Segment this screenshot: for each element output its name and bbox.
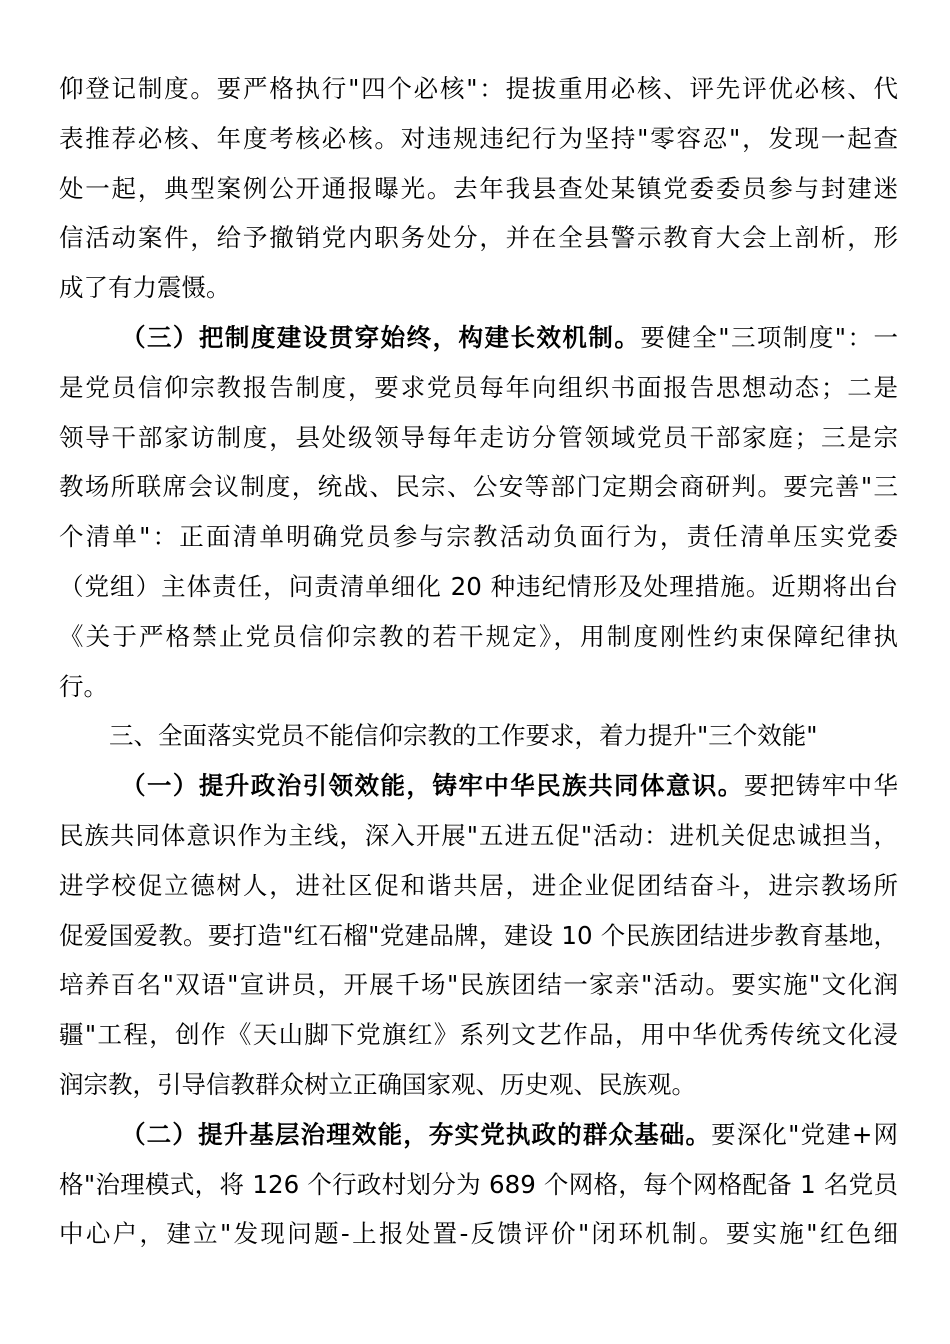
text-line: 教场所联席会议制度，统战、民宗、公安等部门定期会商研判。要完善"三 (59, 472, 898, 502)
paragraph-institution-building (59, 313, 898, 711)
text-line: 成了有力震慑。 (59, 273, 231, 303)
text-line: 格"治理模式，将 126 个行政村划分为 689 个网格，每个网格配备 1 名党员 (59, 1169, 898, 1199)
text-line: 中心户，建立"发现问题-上报处置-反馈评价"闭环机制。要实施"红色细 (59, 1219, 898, 1249)
text-line: （党组）主体责任，问责清单细化 20 种违纪情形及处理措施。近期将出台 (59, 571, 898, 601)
paragraph-political-guidance (59, 761, 898, 1110)
text-line (59, 313, 898, 363)
text-line: 个清单"：正面清单明确党员参与宗教活动负面行为，责任清单压实党委 (59, 522, 898, 552)
text-line (59, 761, 898, 811)
paragraph-first-line-text: 要深化"党建+网 (711, 1119, 898, 1149)
text-line: 培养百名"双语"宣讲员，开展千场"民族团结一家亲"活动。要实施"文化润 (59, 970, 898, 1000)
section-title-block (59, 711, 898, 761)
text-line: 信活动案件，给予撤销党内职务处分，并在全县警示教育大会上剖析，形 (59, 223, 898, 253)
paragraph-continuation (59, 64, 898, 313)
text-line: 处一起，典型案例公开通报曝光。去年我县查处某镇党委委员参与封建迷 (59, 173, 898, 203)
text-line: 民族共同体意识作为主线，深入开展"五进五促"活动：进机关促忠诚担当， (59, 820, 898, 850)
paragraph-first-line-text: 要把铸牢中华 (743, 771, 898, 801)
paragraph-heading: （三）把制度建设贯穿始终，构建长效机制。 (121, 322, 641, 352)
text-line: 促爱国爱教。要打造"红石榴"党建品牌，建设 10 个民族团结进步教育基地， (59, 920, 898, 950)
text-line: 领导干部家访制度，县处级领导每年走访分管领域党员干部家庭；三是宗 (59, 422, 898, 452)
text-line (59, 1110, 898, 1160)
paragraph-first-line-text: 要健全"三项制度"：一 (640, 322, 898, 352)
paragraph-grassroots-governance (59, 1110, 898, 1259)
text-line: 是党员信仰宗教报告制度，要求党员每年向组织书面报告思想动态；二是 (59, 372, 898, 402)
text-line: 疆"工程，创作《天山脚下党旗红》系列文艺作品，用中华优秀传统文化浸 (59, 1020, 898, 1050)
text-line: 仰登记制度。要严格执行"四个必核"：提拔重用必核、评先评优必核、代 (59, 74, 898, 103)
text-line: 表推荐必核、年度考核必核。对违规违纪行为坚持"零容忍"，发现一起查 (59, 123, 898, 153)
text-line: 《关于严格禁止党员信仰宗教的若干规定》，用制度刚性约束保障纪律执 (59, 621, 898, 651)
paragraph-heading: （二）提升基层治理效能，夯实党执政的群众基础。 (121, 1119, 712, 1149)
section-title: 三、全面落实党员不能信仰宗教的工作要求，着力提升"三个效能" (109, 721, 818, 751)
paragraph-heading: （一）提升政治引领效能，铸牢中华民族共同体意识。 (121, 771, 744, 801)
text-line: 行。 (59, 671, 108, 701)
text-line: 进学校促立德树人，进社区促和谐共居，进企业促团结奋斗，进宗教场所 (59, 870, 898, 900)
text-line: 润宗教，引导信教群众树立正确国家观、历史观、民族观。 (59, 1069, 696, 1099)
